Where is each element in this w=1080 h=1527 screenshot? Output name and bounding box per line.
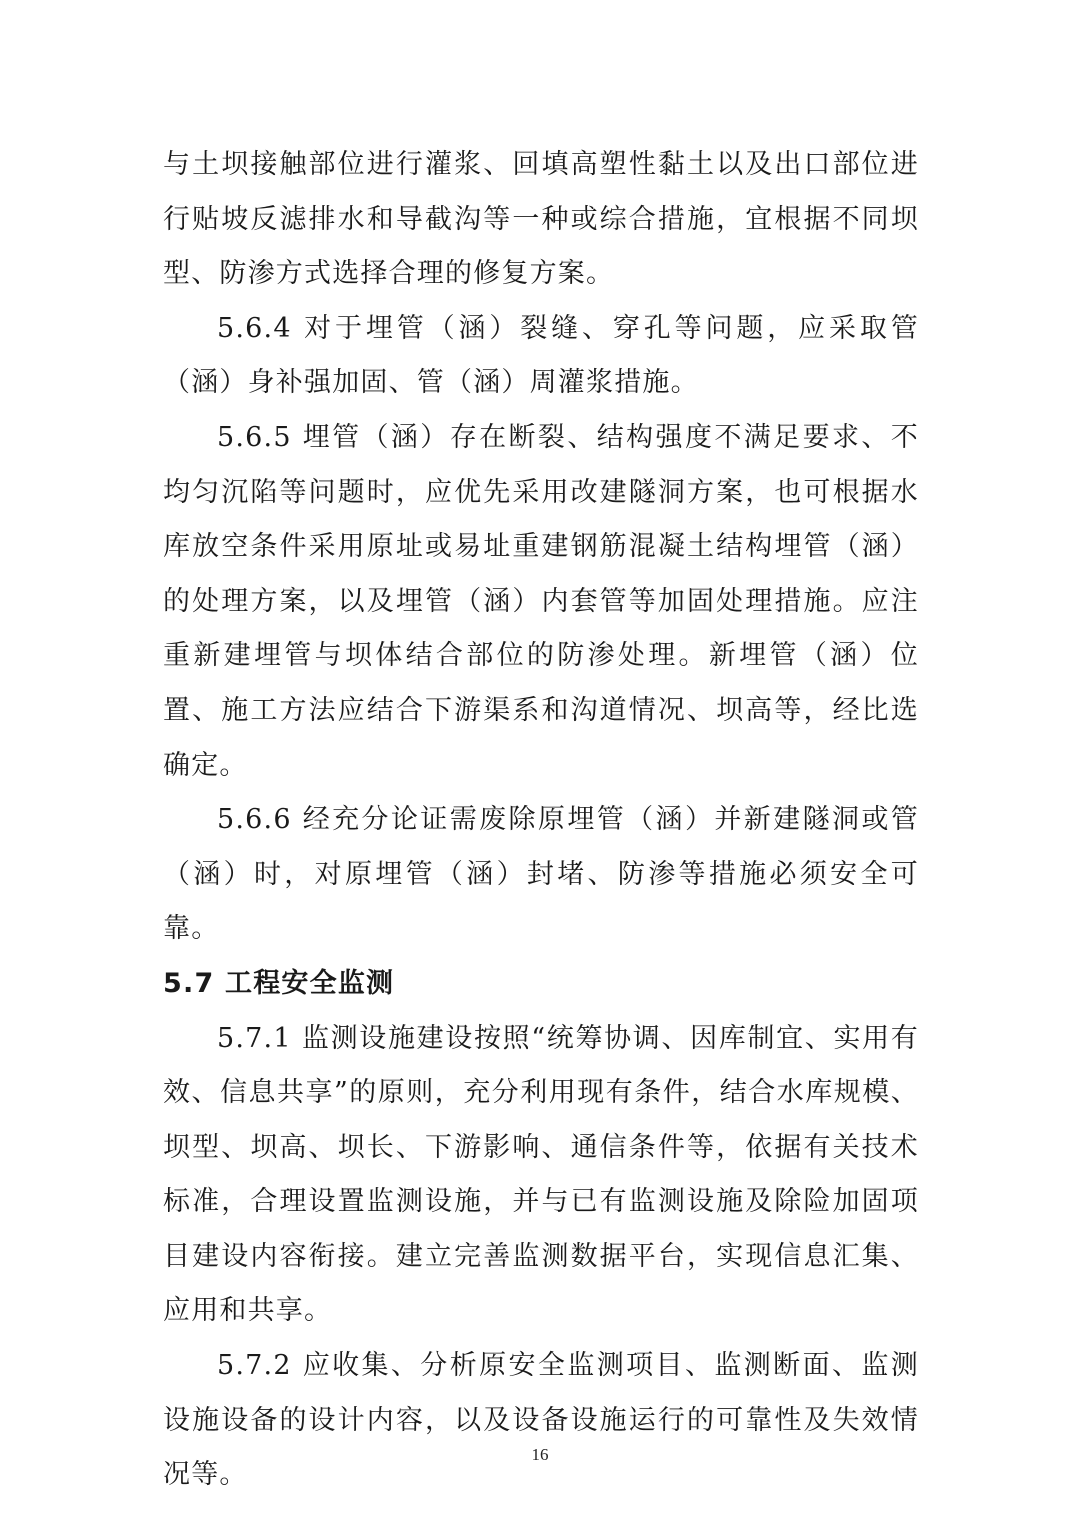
clause-5-7-2: 5.7.2 应收集、分析原安全监测项目、监测断面、监测设施设备的设计内容，以及设备设施运行的可靠性及失效情况等。 [163, 1350, 919, 1491]
clause-5-7-1: 5.7.1 监测设施建设按照“统筹协调、因库制宜、实用有效、信息共享”的原则，充分利用现有条件，结合水库规模、坝型、坝高、坝长、下游影响、通信条件等，依据有关技术标准，合理设置监测设施，并与已有监测设施及除险加固项目建设内容衔接。建立完善监测数据平台，实现信息汇集、应用和共享。 [163, 1022, 919, 1327]
clause-5-6-4: 5.6.4 对于埋管（涵）裂缝、穿孔等问题，应采取管（涵）身补强加固、管（涵）周灌浆措施。 [163, 312, 919, 399]
body-text [163, 138, 919, 1503]
clause-5-6-5: 5.6.5 埋管（涵）存在断裂、结构强度不满足要求、不均匀沉陷等问题时，应优先采用改建隧洞方案，也可根据水库放空条件采用原址或易址重建钢筋混凝土结构埋管（涵）的处理方案，以及埋管（涵）内套管等加固处理措施。应注重新建埋管与坝体结合部位的防渗处理。新埋管（涵）位置、施工方法应结合下游渠系和沟道情况、坝高等，经比选确定。 [163, 421, 919, 781]
page-number: 16 [531, 1445, 549, 1464]
paragraph-continuation: 与土坝接触部位进行灌浆、回填高塑性黏土以及出口部位进行贴坡反滤排水和导截沟等一种或综合措施，宜根据不同坝型、防渗方式选择合理的修复方案。 [163, 149, 919, 290]
clause-5-6-6: 5.6.6 经充分论证需废除原埋管（涵）并新建隧洞或管（涵）时，对原埋管（涵）封堵、防渗等措施必须安全可靠。 [163, 804, 919, 945]
section-heading: 5.7 工程安全监测 [163, 967, 395, 999]
